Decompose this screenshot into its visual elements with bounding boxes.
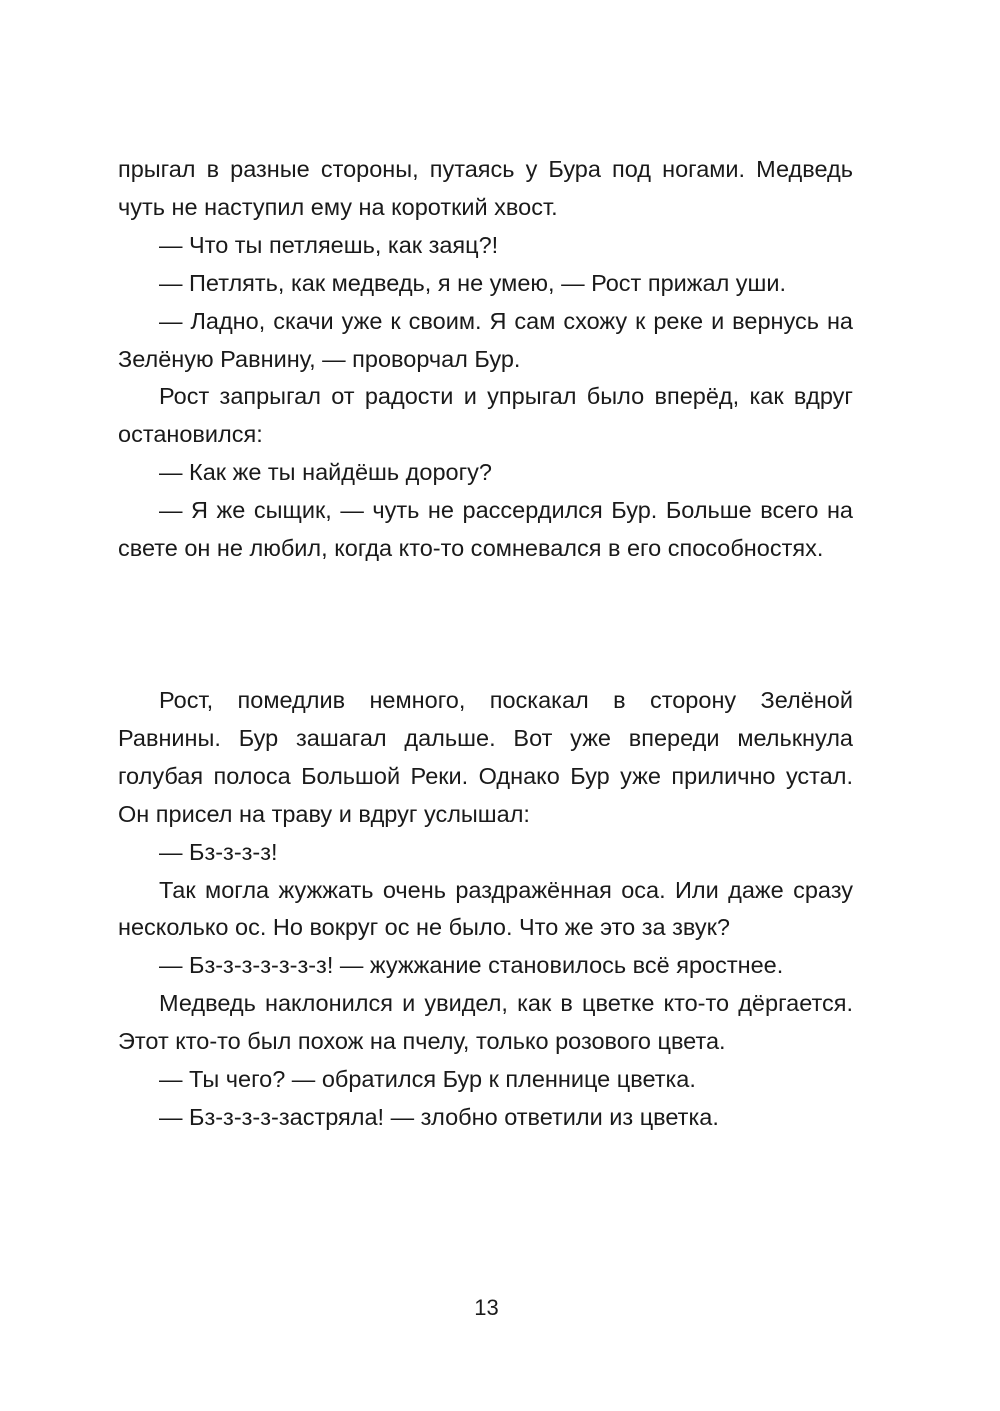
paragraph-narrative: Рост, помедлив немного, поскакал в сторону Зелёной Равнины. Бур зашагал дальше. Вот уже впереди мелькнула голубая полоса Большой Реки. Однако Бур уже прилично устал. Он присел на траву и вдруг услышал: <box>118 687 853 827</box>
paragraph-narrative: Так могла жужжать очень раздражённая оса. Или даже сразу несколько ос. Но вокруг ос не было. Что же это за звук? <box>118 876 853 941</box>
page-number: 13 <box>474 1295 499 1320</box>
paragraph-dialogue: — Бз-з-з-з-застряла! — злобно ответили из цветка. <box>159 1103 719 1130</box>
paragraph-dialogue: — Ладно, скачи уже к своим. Я сам схожу к реке и вернусь на Зелёную Равнину, — проворчал Бур. <box>118 307 853 372</box>
paragraph-narrative: Медведь наклонился и увидел, как в цветке кто-то дёргается. Этот кто-то был похож на пчелу, только розового цвета. <box>118 990 853 1055</box>
paragraph-dialogue: — Как же ты найдёшь дорогу? <box>159 459 492 486</box>
paragraph-dialogue: — Бз-з-з-з-з-з-з! — жужжание становилось всё яростнее. <box>159 952 784 979</box>
paragraph-narrative: Рост запрыгал от радости и упрыгал было вперёд, как вдруг остановился: <box>118 383 853 448</box>
bottom-text-section <box>118 682 853 1137</box>
paragraph-dialogue: — Ты чего? — обратился Бур к пленнице цветка. <box>159 1066 696 1093</box>
paragraph-dialogue: — Петлять, как медведь, я не умею, — Рост прижал уши. <box>159 269 787 296</box>
paragraph-dialogue: — Я же сыщик, — чуть не рассердился Бур. Больше всего на свете он не любил, когда кто-то сомневался в его способностях. <box>118 497 853 562</box>
top-text-section <box>118 151 853 568</box>
paragraph-dialogue: — Что ты петляешь, как заяц?! <box>159 231 499 258</box>
paragraph-dialogue: — Бз-з-з-з! <box>159 838 278 865</box>
paragraph-continuation: прыгал в разные стороны, путаясь у Бура под ногами. Медведь чуть не наступил ему на короткий хвост. <box>118 156 853 220</box>
